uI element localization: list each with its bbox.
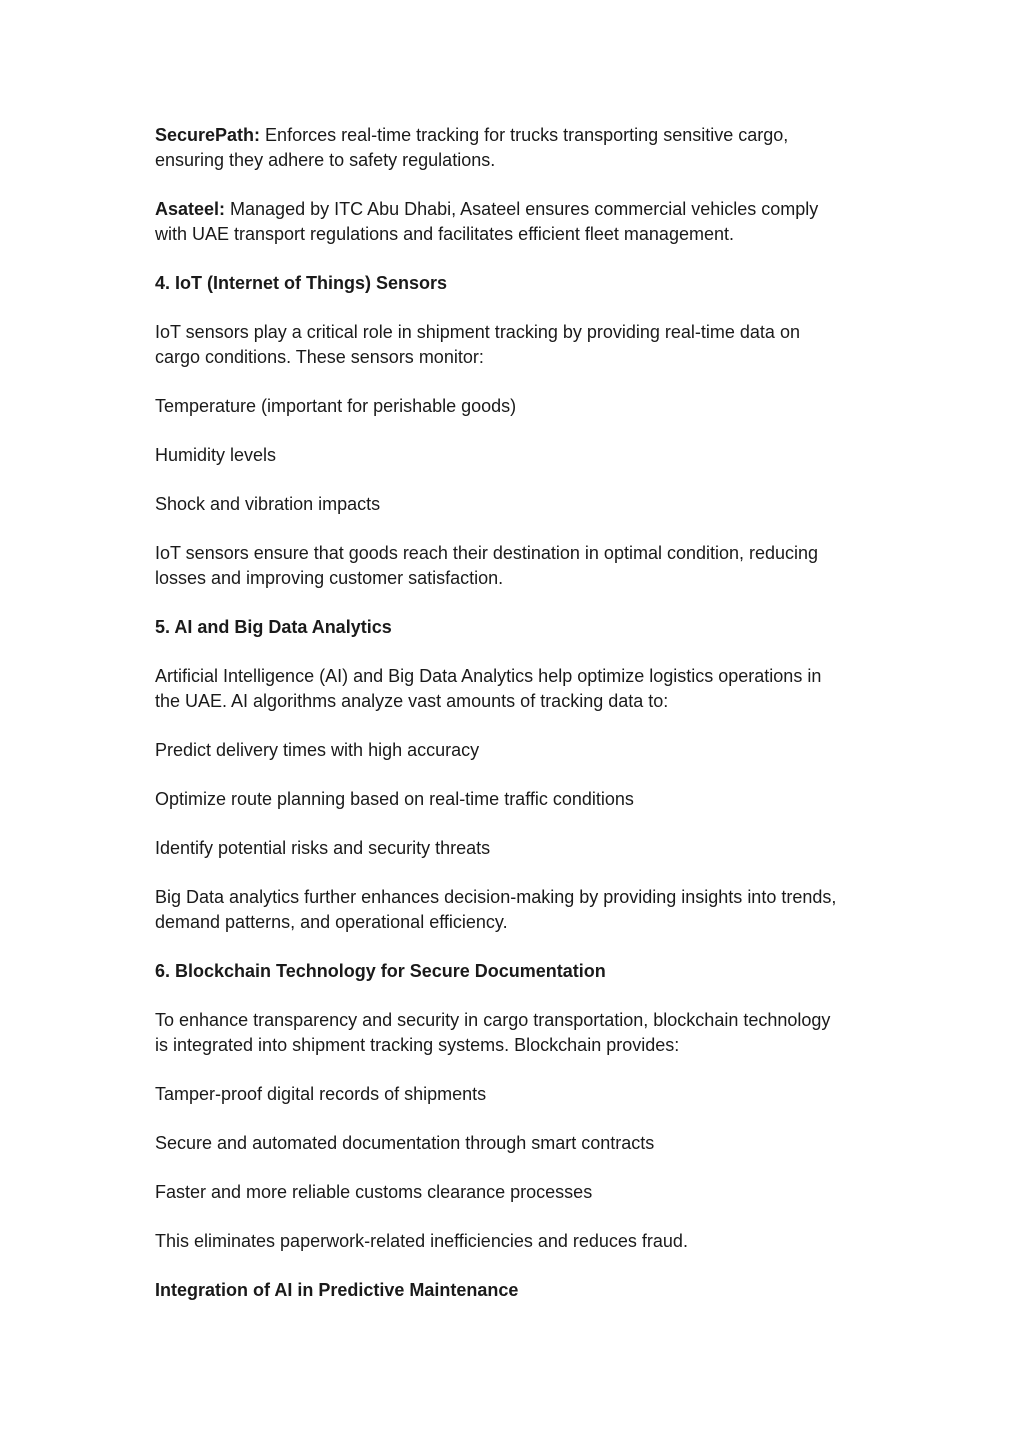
text-line: Tamper-proof digital records of shipments	[155, 1084, 487, 1104]
paragraph	[155, 664, 885, 714]
text-line: Faster and more reliable customs clearance processes	[155, 1182, 593, 1202]
text-line: is integrated into shipment tracking systems. Blockchain provides:	[155, 1035, 680, 1055]
paragraph	[155, 1131, 885, 1156]
paragraph	[155, 1180, 885, 1205]
text-line: Shock and vibration impacts	[155, 494, 381, 514]
term-description: Enforces real-time tracking for trucks transporting sensitive cargo,	[260, 125, 789, 145]
paragraph	[155, 443, 885, 468]
text-line: Predict delivery times with high accuracy	[155, 740, 480, 760]
section-heading: 6. Blockchain Technology for Secure Documentation	[155, 961, 606, 981]
text-line: the UAE. AI algorithms analyze vast amounts of tracking data to:	[155, 691, 669, 711]
paragraph	[155, 787, 885, 812]
text-line: IoT sensors play a critical role in shipment tracking by providing real-time data on	[155, 322, 800, 342]
section-heading: 4. IoT (Internet of Things) Sensors	[155, 273, 448, 293]
text-line: Optimize route planning based on real-time traffic conditions	[155, 789, 634, 809]
text-line: losses and improving customer satisfaction.	[155, 568, 504, 588]
text-line: demand patterns, and operational efficiency.	[155, 912, 508, 932]
paragraph	[155, 320, 885, 370]
term-description: Managed by ITC Abu Dhabi, Asateel ensures commercial vehicles comply	[225, 199, 819, 219]
section-heading: Integration of AI in Predictive Maintenance	[155, 1280, 519, 1300]
labeled-paragraph	[155, 197, 885, 247]
text-line: Artificial Intelligence (AI) and Big Data Analytics help optimize logistics operations in	[155, 666, 822, 686]
text-line: Temperature (important for perishable goods)	[155, 396, 517, 416]
paragraph	[155, 541, 885, 591]
text-line: Big Data analytics further enhances decision-making by providing insights into trends,	[155, 887, 837, 907]
paragraph	[155, 394, 885, 419]
text-line	[155, 197, 885, 222]
text-line: Humidity levels	[155, 445, 277, 465]
text-line: IoT sensors ensure that goods reach their destination in optimal condition, reducing	[155, 543, 819, 563]
paragraph	[155, 1008, 885, 1058]
text-line: ensuring they adhere to safety regulations.	[155, 150, 496, 170]
paragraph	[155, 738, 885, 763]
paragraph	[155, 885, 885, 935]
paragraph	[155, 1082, 885, 1107]
term-label: Asateel:	[155, 199, 226, 219]
term-label: SecurePath:	[155, 125, 261, 145]
text-line: Secure and automated documentation through smart contracts	[155, 1133, 655, 1153]
text-line: This eliminates paperwork-related inefficiencies and reduces fraud.	[155, 1231, 688, 1251]
text-line: To enhance transparency and security in cargo transportation, blockchain technology	[155, 1010, 831, 1030]
text-line: with UAE transport regulations and facilitates efficient fleet management.	[155, 224, 734, 244]
document-page	[155, 123, 885, 1327]
paragraph	[155, 836, 885, 861]
paragraph	[155, 1229, 885, 1254]
labeled-paragraph	[155, 123, 885, 173]
text-line: cargo conditions. These sensors monitor:	[155, 347, 484, 367]
paragraph	[155, 492, 885, 517]
text-line: Identify potential risks and security threats	[155, 838, 491, 858]
text-line	[155, 123, 885, 148]
section-heading: 5. AI and Big Data Analytics	[155, 617, 392, 637]
